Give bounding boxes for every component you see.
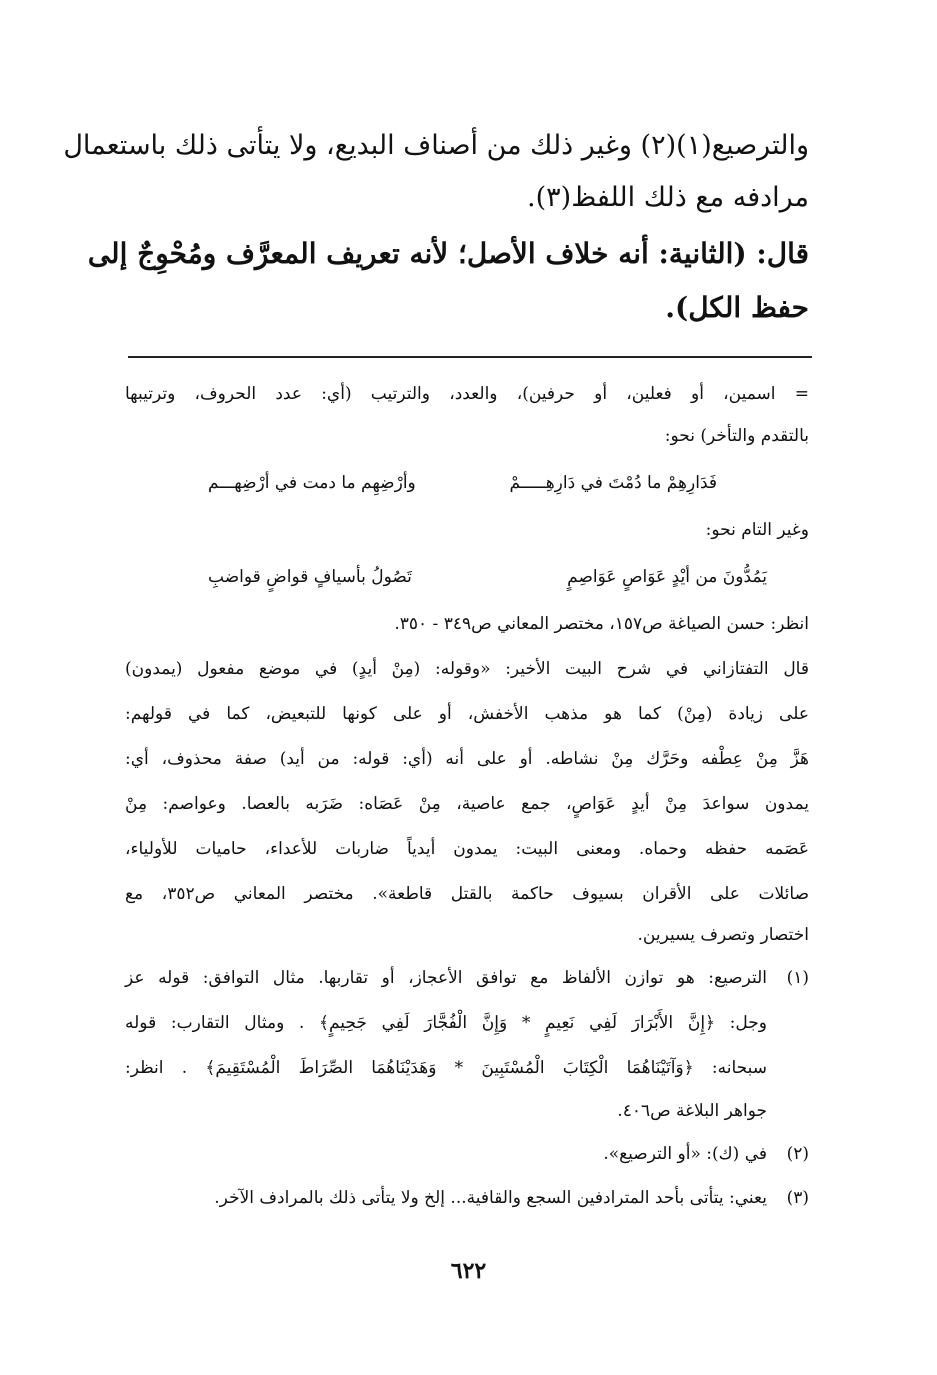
verse-2-second-hemistich: تَصُولُ بأسيافٍ قواضٍ قواضبِ [208, 567, 412, 587]
main-text-line-1-content: والترصيع(١)(٢) وغير ذلك من أصناف البديع، ولا يتأتى ذلك باستعمال [63, 130, 809, 161]
main-text-line-4-content: حفظ الكل). [665, 291, 809, 324]
main-text-line-3 [87, 236, 809, 272]
footnote-continuation-line-1: = اسمين، أو فعلين، أو حرفين)، والعدد، والترتيب (أي: عدد الحروف، وترتيبها [125, 384, 809, 404]
footnote-non-complete-label: وغير التام نحو: [705, 520, 809, 540]
taftazani-line-2: على زيادة (مِنْ) كما هو مذهب الأخفش، أو على كونها للتبعيض، كما في قولهم: [125, 704, 809, 724]
footnote-3-number: (٣) [786, 1188, 809, 1208]
taftazani-line-4: يمدون سواعدَ مِنْ أيدٍ عَوَاصٍ، جمع عاصية، مِنْ عَصَاه: ضَرَبه بالعصا. وعواصم: مِنْ [125, 794, 809, 814]
footnote-2-text: في (ك): «أو الترصيع». [603, 1144, 767, 1164]
footnote-1-line-1: الترصيع: هو توازن الألفاظ مع توافق الأعجاز، أو تقاربها. مثال التوافق: قوله عز [125, 968, 767, 988]
main-text-line-1 [63, 128, 809, 164]
footnote-separator [128, 356, 812, 358]
taftazani-line-6: صائلات على الأقران بسيوف حاكمة بالقتل قاطعة». مختصر المعاني ص٣٥٢، مع [125, 884, 810, 904]
verse-1-first-hemistich: فَدَارِهِمْ ما دُمْتَ في دَارِهِـــــمْ [509, 473, 717, 493]
footnote-1-line-3: سبحانه: ﴿وَآتَيْنَاهُمَا الْكِتَابَ الْمُسْتَبِينَ * وَهَدَيْنَاهُمَا الصِّرَاطَ الْمُسْتَقِيمَ﴾ . انظر: [125, 1058, 767, 1078]
verse-2-first-hemistich: يَمُدُّونَ من أيْدٍ عَوَاصٍ عَوَاصِمٍ [567, 567, 767, 587]
taftazani-line-5: عَصَمه حفظه وحماه. ومعنى البيت: يمدون أيدياً ضاربات للأعداء، حاميات للأولياء، [125, 839, 809, 859]
verse-1-second-hemistich: وأرْضِهِم ما دمت في أرْضِهـــم [208, 473, 416, 493]
main-text-line-2-content: مرادفه مع ذلك اللفظ(٣). [527, 182, 809, 213]
page-number: ٦٢٢ [450, 1258, 487, 1284]
footnote-continuation-line-2: بالتقدم والتأخر) نحو: [664, 426, 809, 446]
footnote-2-number: (٢) [786, 1144, 809, 1164]
main-text-line-3-content: قال: (الثانية: أنه خلاف الأصل؛ لأنه تعريف المعرَّف ومُحْوِجٌ إلى [87, 237, 809, 270]
main-text-line-4 [125, 290, 809, 326]
footnote-1-line-2: وجل: ﴿إِنَّ الأَبْرَارَ لَفِي نَعِيمٍ * وَإِنَّ الْفُجَّارَ لَفِي جَحِيمٍ﴾ . ومثال التقارب: قوله [125, 1013, 767, 1033]
footnote-see-reference: انظر: حسن الصياغة ص١٥٧، مختصر المعاني ص٣٤٩ - ٣٥٠. [394, 614, 809, 634]
taftazani-line-3: هَزَّ مِنْ عِطْفه وحَرَّك مِنْ نشاطه. أو على أنه (أي: قوله: من أيد) صفة محذوف، أي: [125, 749, 809, 769]
taftazani-line-1: قال التفتازاني في شرح البيت الأخير: «وقوله: (مِنْ أيدٍ) في موضع مفعول (يمدون) [125, 659, 809, 679]
main-text-line-2 [125, 180, 809, 216]
taftazani-line-7: اختصار وتصرف يسيرين. [637, 925, 809, 945]
footnote-1-number: (١) [786, 968, 809, 988]
footnote-3-text: يعني: يتأتى بأحد المترادفين السجع والقافية... إلخ ولا يتأتى ذلك بالمرادف الآخر. [214, 1188, 767, 1208]
footnote-1-line-4: جواهر البلاغة ص٤٠٦. [617, 1101, 767, 1121]
